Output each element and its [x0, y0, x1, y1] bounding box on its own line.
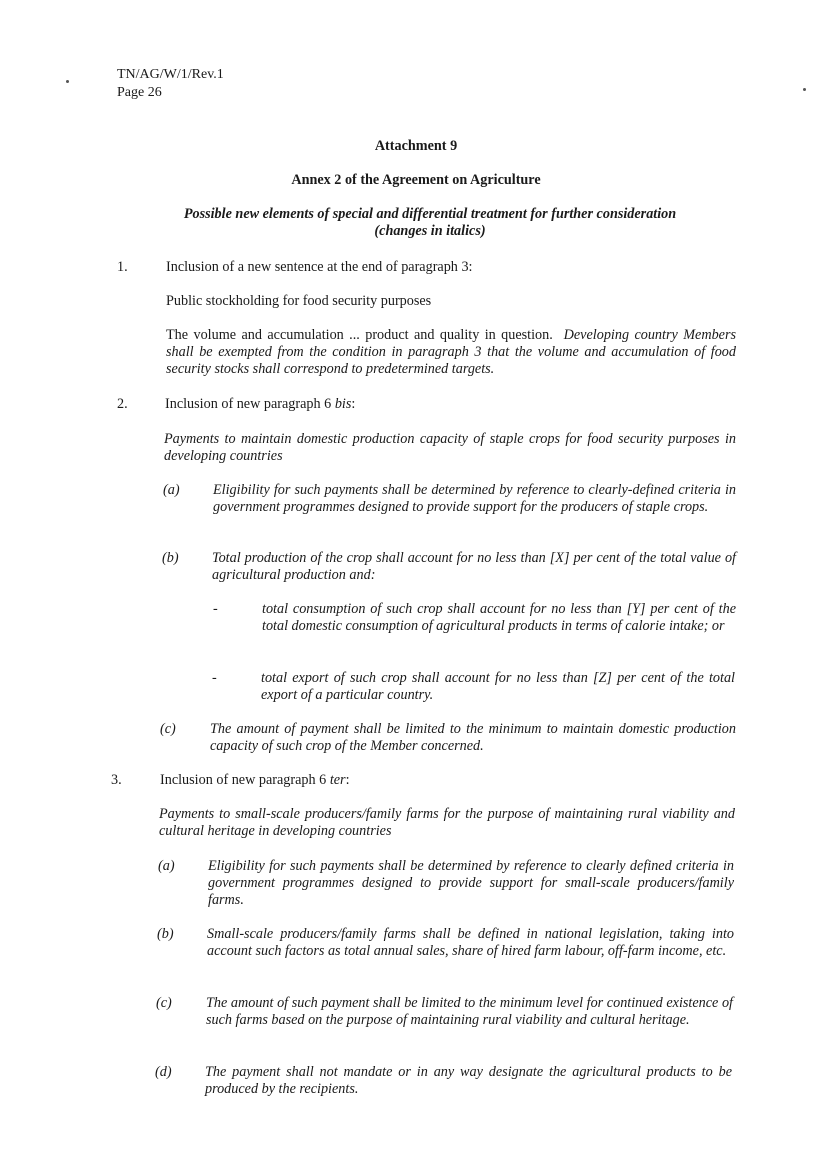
heading-italic-text: bis [334, 396, 352, 412]
item-text: The amount of payment shall be limited to the minimum to maintain domestic production capacity of such crop of the Member concerned. [210, 721, 736, 754]
dash-marker: - [213, 601, 218, 617]
section-subheading: Payments to maintain domestic production capacity of staple crops for food security purposes in developing countries [164, 431, 736, 464]
item-label: (b) [157, 926, 174, 942]
heading-text: Inclusion of new paragraph 6 [160, 772, 327, 788]
item-text: Eligibility for such payments shall be determined by reference to clearly-defined criteria in government programmes designed to provide support for the producers of staple crops. [213, 482, 736, 515]
heading-text: Inclusion of new paragraph 6 [165, 396, 332, 412]
section-heading [165, 396, 735, 413]
section-subheading: Public stockholding for food security purposes [166, 293, 432, 309]
item-text: Total production of the crop shall account for no less than [X] per cent of the total value of agricultural production and: [212, 550, 736, 583]
item-label: (a) [158, 858, 175, 874]
scan-speck [66, 80, 69, 83]
scan-speck [803, 88, 806, 91]
section-heading: Inclusion of a new sentence at the end of paragraph 3: [166, 259, 473, 275]
dash-item-text: total consumption of such crop shall account for no less than [Y] per cent of the total domestic consumption of agricultural products in terms of calorie intake; or [262, 601, 736, 634]
dash-marker: - [212, 670, 217, 686]
document-symbol: TN/AG/W/1/Rev.1 [117, 67, 224, 82]
section-body [166, 327, 736, 378]
item-text: Small-scale producers/family farms shall be defined in national legislation, taking into account such factors as total annual sales, share of hired farm labour, off-farm income, etc. [207, 926, 734, 959]
body-italic-text: Developing country Members shall be exempted from the condition in paragraph 3 that the volume and accumulation of food security stocks shall correspond to predetermined targets. [166, 327, 737, 377]
section-number: 1. [117, 259, 128, 275]
dash-item-text: total export of such crop shall account for no less than [Z] per cent of the total export of a particular country. [261, 670, 735, 703]
section-number: 2. [117, 396, 128, 412]
section-number: 3. [111, 772, 122, 788]
section-heading [160, 772, 730, 789]
item-text: The payment shall not mandate or in any way designate the agricultural products to be produced by the recipients. [205, 1064, 732, 1097]
annex-subtitle: Annex 2 of the Agreement on Agriculture [291, 172, 541, 188]
section-subheading: Payments to small-scale producers/family farms for the purpose of maintaining rural viability and cultural heritage in developing countries [159, 806, 735, 839]
intro-line-2: (changes in italics) [374, 223, 486, 239]
item-label: (d) [155, 1064, 172, 1080]
heading-italic-text: ter [329, 772, 346, 788]
item-label: (c) [156, 995, 172, 1011]
item-text: The amount of such payment shall be limited to the minimum level for continued existence of such farms based on the purpose of maintaining rural viability and cultural heritage. [206, 995, 733, 1028]
intro-line-1: Possible new elements of special and differential treatment for further consideration [183, 206, 677, 222]
heading-suffix: : [345, 772, 350, 788]
heading-suffix: : [351, 396, 356, 412]
page-number: Page 26 [117, 85, 162, 100]
item-label: (c) [160, 721, 176, 737]
body-plain-text: The volume and accumulation ... product and quality in question. [166, 327, 553, 343]
attachment-title: Attachment 9 [374, 138, 458, 154]
item-label: (b) [162, 550, 179, 566]
item-label: (a) [163, 482, 180, 498]
item-text: Eligibility for such payments shall be determined by reference to clearly defined criteria in government programmes designed to provide support for small-scale producers/family farms. [208, 858, 734, 908]
